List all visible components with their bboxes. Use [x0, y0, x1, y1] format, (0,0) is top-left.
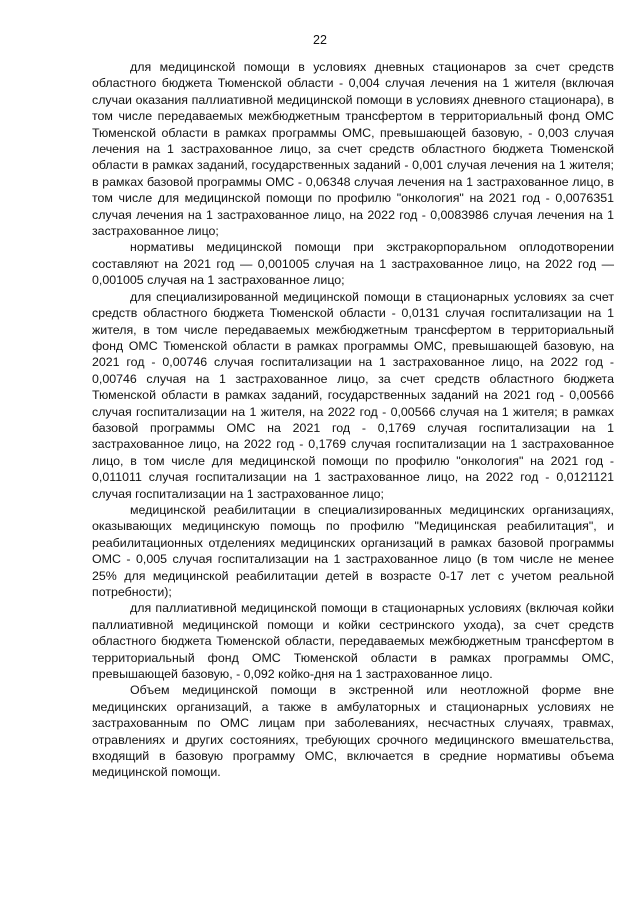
- paragraph-palliative-care: для паллиативной медицинской помощи в стационарных условиях (включая койки паллиативной медицинской помощи и койки сестринского ухода), за счет средств областного бюджета Тюменской области, передаваемых межбюджетным трансфертом в территориальный фонд ОМС Тюменской области в рамках программы ОМС, превышающей базовую, - 0,092 койко-дня на 1 застрахованное лицо.: [92, 601, 614, 682]
- body-text: [92, 59, 614, 781]
- paragraph-specialized-care: для специализированной медицинской помощи в стационарных условиях за счет средств областного бюджета Тюменской области - 0,0131 случая госпитализации на 1 жителя, в том числе передаваемых межбюджетным трансфертом в территориальный фонд ОМС Тюменской области в рамках программы ОМС, превышающей базовую, на 2021 год - 0,00746 случая госпитализации на 1 застрахованное лицо, на 2022 год - 0,00746 случая на 1 застрахованное лицо, за счет средств областного бюджета Тюменской области в рамках заданий, государственных заданий на 2021 год - 0,00566 случая госпитализации на 1 жителя, на 2022 год - 0,00566 случая на 1 жителя; в рамках базовой программы ОМС на 2021 год - 0,1769 случая госпитализации на 1 застрахованное лицо, на 2022 год - 0,1769 случая госпитализации на 1 застрахованное лицо, в том числе для медицинской помощи по профилю "онкология" на 2021 год - 0,011011 случая госпитализации на 1 застрахованное лицо, на 2022 год - 0,0121121 случая госпитализации на 1 застрахованное лицо;: [92, 289, 614, 501]
- paragraph-emergency-care: Объем медицинской помощи в экстренной или неотложной форме вне медицинских организаций, а также в амбулаторных и стационарных условиях не застрахованным по ОМС лицам при заболеваниях, несчастных случаях, травмах, отравлениях и других состояниях, требующих срочного медицинского вмешательства, входящий в базовую программу ОМС, включается в средние нормативы объема медицинской помощи.: [92, 683, 614, 780]
- paragraph-day-hospital: для медицинской помощи в условиях дневных стационаров за счет средств областного бюджета Тюменской области - 0,004 случая лечения на 1 жителя (включая случаи оказания паллиативной медицинской помощи в условиях дневного стационара), в том числе передаваемых межбюджетным трансфертом в территориальный фонд ОМС Тюменской области в рамках программы ОМС, превышающей базовую, - 0,003 случая лечения на 1 застрахованное лицо, за счет средств областного бюджета Тюменской области в рамках заданий, государственных заданий - 0,001 случая лечения на 1 жителя; в рамках базовой программы ОМС - 0,06348 случая лечения на 1 застрахованное лицо, в том числе для медицинской помощи по профилю "онкология" на 2021 год - 0,0076351 случая лечения на 1 застрахованное лицо, на 2022 год - 0,0083986 случая лечения на 1 застрахованное лицо;: [92, 60, 614, 239]
- paragraph-ivf: нормативы медицинской помощи при экстракорпоральном оплодотворении составляют на 2021 год — 0,001005 случая на 1 застрахованное лицо, на 2022 год — 0,001005 случая на 1 застрахованное лицо;: [92, 240, 614, 288]
- page-number: 22: [313, 33, 327, 47]
- paragraph-rehabilitation: медицинской реабилитации в специализированных медицинских организациях, оказывающих медицинскую помощь по профилю "Медицинская реабилитация", и реабилитационных отделениях медицинских организаций в рамках базовой программы ОМС - 0,005 случая госпитализации на 1 застрахованное лицо (в том числе не менее 25% для медицинской реабилитации детей в возрасте 0-17 лет с учетом реальной потребности);: [92, 502, 614, 599]
